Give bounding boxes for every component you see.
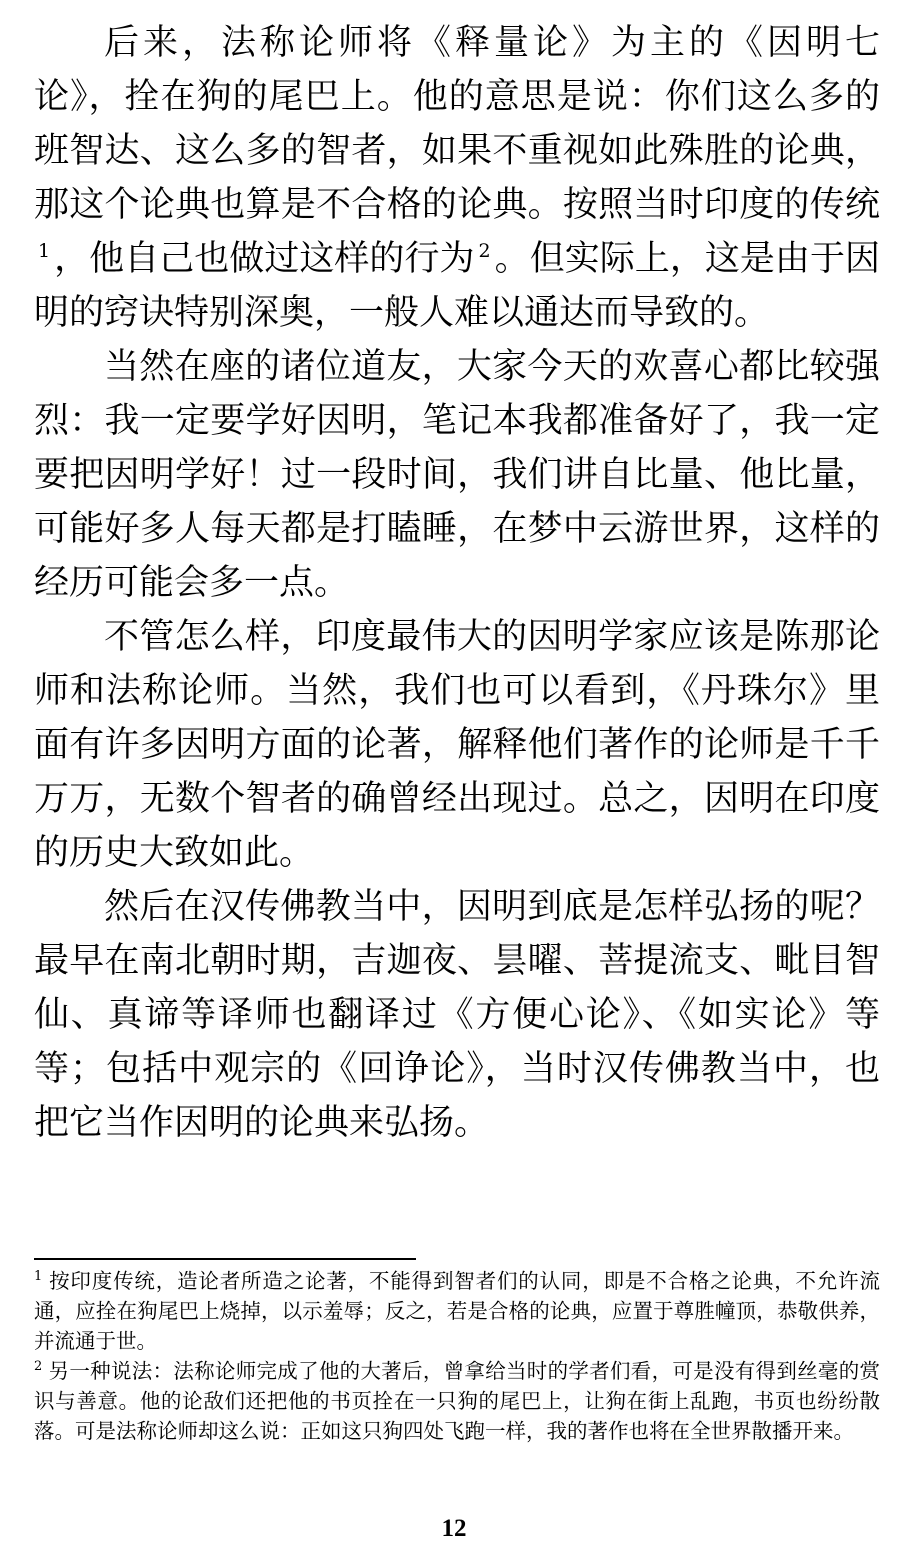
paragraph-1-text-b: ，他自己也做过这样的行为 bbox=[54, 239, 475, 279]
footnote-2 bbox=[34, 1356, 880, 1446]
footnotes bbox=[34, 1266, 880, 1446]
footnote-ref-1[interactable]: 1 bbox=[38, 240, 51, 263]
footnote-2-text: 另一种说法：法称论师完成了他的大著后，曾拿给当时的学者们看，可是没有得到丝毫的赏识与善意。他的论敌们还把他的书页拴在一只狗的尾巴上，让狗在街上乱跑，书页也纷纷散落。可是法称论师却这么说：正如这只狗四处飞跑一样，我的著作也将在全世界散播开来。 bbox=[34, 1359, 880, 1443]
footnote-2-mark: 2 bbox=[34, 1359, 43, 1375]
footnote-ref-2[interactable]: 2 bbox=[478, 240, 491, 263]
footnote-1 bbox=[34, 1266, 880, 1356]
page-number: 12 bbox=[441, 1515, 467, 1542]
paragraph-2: 当然在座的诸位道友，大家今天的欢喜心都比较强烈：我一定要学好因明，笔记本我都准备好了，我一定要把因明学好！过一段时间，我们讲自比量、他比量，可能好多人每天都是打瞌睡，在梦中云游世界，这样的经历可能会多一点。 bbox=[34, 347, 880, 603]
paragraph-4: 然后在汉传佛教当中，因明到底是怎样弘扬的呢？最早在南北朝时期，吉迦夜、昙曜、菩提流支、毗目智仙、真谛等译师也翻译过《方便心论》、《如实论》等等；包括中观宗的《回诤论》，当时汉传佛教当中，也把它当作因明的论典来弘扬。 bbox=[34, 887, 880, 1143]
paragraph-1-text-a: 后来，法称论师将《释量论》为主的《因明七论》，拴在狗的尾巴上。他的意思是说：你们这么多的班智达、这么多的智者，如果不重视如此殊胜的论典，那这个论典也算是不合格的论典。按照当时印度的传统 bbox=[34, 23, 880, 225]
footnote-divider bbox=[34, 1258, 416, 1260]
main-text bbox=[34, 16, 880, 1150]
footnote-1-mark: 1 bbox=[34, 1269, 43, 1285]
paragraph-3: 不管怎么样，印度最伟大的因明学家应该是陈那论师和法称论师。当然，我们也可以看到，《丹珠尔》里面有许多因明方面的论著，解释他们著作的论师是千千万万，无数个智者的确曾经出现过。总之，因明在印度的历史大致如此。 bbox=[34, 617, 880, 873]
footnote-1-text: 按印度传统，造论者所造之论著，不能得到智者们的认同，即是不合格之论典，不允许流通，应拴在狗尾巴上烧掉，以示羞辱；反之，若是合格的论典，应置于尊胜幢顶，恭敬供养，并流通于世。 bbox=[34, 1269, 880, 1353]
paragraph-1-text-c: 。但实际上，这是由于因明的窍诀特别深奥，一般人难以通达而导致的。 bbox=[34, 239, 880, 333]
paragraph-1 bbox=[34, 16, 880, 340]
